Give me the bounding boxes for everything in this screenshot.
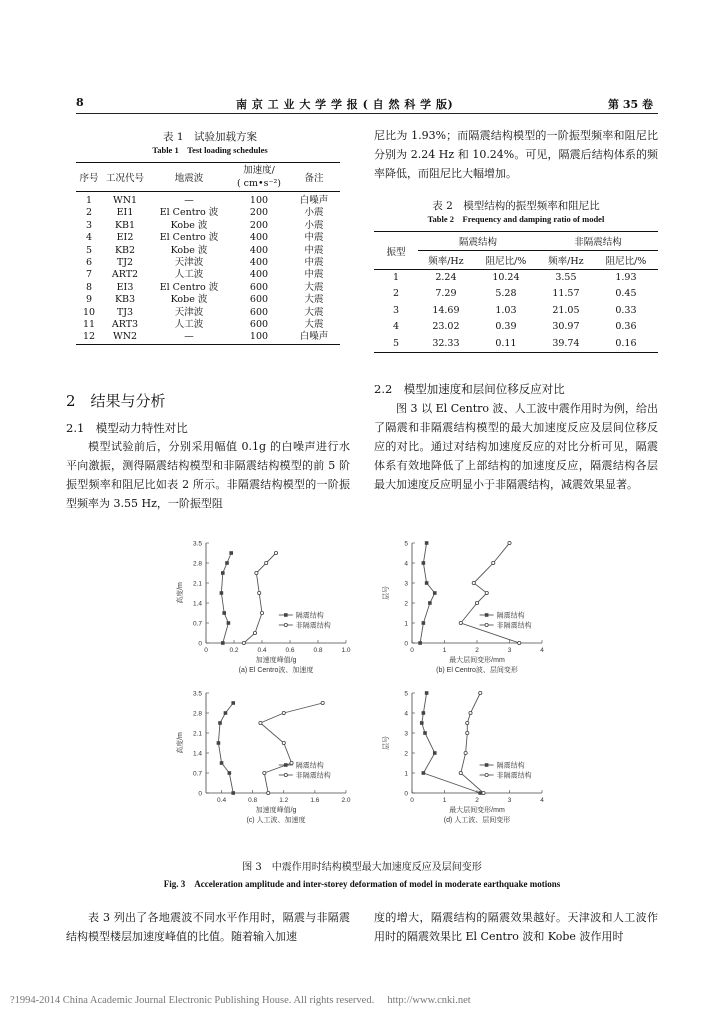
t1-cell: 600	[249, 281, 269, 293]
t2-cell: 0.36	[615, 321, 637, 333]
table1	[76, 162, 340, 345]
series-nonisolated-line	[260, 703, 322, 793]
t2-cell: 10.24	[492, 272, 520, 283]
point-isolated	[227, 621, 231, 625]
point-nonisolated	[258, 591, 261, 594]
point-isolated	[422, 561, 426, 565]
t1-cell: 中震	[304, 257, 324, 269]
t1-cell: 大震	[304, 294, 324, 306]
point-isolated	[220, 761, 224, 765]
y-tick-label: 1.4	[192, 750, 202, 758]
x-tick-label: 4	[540, 797, 544, 804]
point-nonisolated	[508, 541, 511, 544]
point-nonisolated	[479, 691, 482, 694]
t2-cell: 3	[392, 304, 400, 316]
x-tick-label: 1	[442, 647, 447, 654]
legend-label-isolated: 隔震结构	[496, 762, 525, 770]
y-tick-label: 1.4	[192, 600, 202, 608]
t2-cell: 1.93	[615, 272, 637, 283]
t2-row	[374, 336, 658, 353]
table2	[374, 231, 658, 353]
t2-h-iso: 隔震结构	[418, 232, 538, 251]
table2-title-en: Table 2 Frequency and damping ratio of model	[427, 214, 605, 224]
t1-cell: KB2	[114, 244, 136, 256]
t1-row	[76, 307, 340, 319]
point-nonisolated	[259, 721, 262, 724]
x-tick-label: 0	[410, 797, 414, 804]
point-nonisolated	[282, 711, 285, 714]
point-isolated	[425, 691, 429, 695]
t1-h-note: 备注	[304, 173, 324, 184]
t1-row	[76, 220, 340, 232]
x-tick-label: 3	[507, 647, 512, 654]
t1-h-no: 序号	[79, 173, 99, 184]
t1-h-acc-2: ( cm•s⁻²)	[236, 178, 282, 189]
y-tick-label: 3.5	[192, 540, 202, 548]
t2-h-damp2: 阻尼比/%	[605, 256, 647, 267]
point-isolated	[422, 771, 426, 775]
page-number: 8	[76, 96, 84, 109]
subfigure-caption: (b) El Centro波、层间变形	[436, 667, 518, 674]
series-nonisolated-line	[244, 553, 276, 643]
x-tick-label: 1.2	[279, 797, 289, 804]
x-tick-label: 0.8	[248, 797, 258, 804]
point-isolated	[217, 741, 221, 745]
t1-row	[76, 269, 340, 281]
point-isolated	[225, 561, 229, 565]
t1-row	[76, 245, 340, 257]
point-isolated	[229, 551, 233, 555]
legend-label-nonisolated: 非隔震结构	[496, 772, 532, 780]
point-nonisolated	[265, 561, 268, 564]
table1-title-en: Table 1 Test loading schedules	[152, 145, 268, 155]
t1-cell: ART3	[111, 319, 139, 331]
series-isolated-line	[420, 543, 435, 643]
legend-marker-isolated	[284, 763, 288, 767]
t1-cell: Kobe 波	[170, 294, 208, 306]
t1-h-code: 工况代号	[105, 173, 144, 184]
t1-cell: EI2	[116, 232, 134, 244]
t1-cell: TJ3	[116, 306, 134, 318]
t1-row	[76, 192, 340, 208]
point-isolated	[423, 731, 427, 735]
t1-h-acc	[230, 163, 288, 192]
point-isolated	[231, 791, 235, 795]
y-axis-label: 层号	[383, 586, 390, 600]
y-axis-label: 层号	[383, 736, 390, 750]
t1-row	[76, 331, 340, 344]
legend-label-isolated: 隔震结构	[496, 612, 525, 620]
x-tick-label: 1.6	[310, 797, 320, 804]
y-tick-label: 5	[404, 540, 408, 548]
point-isolated	[422, 621, 426, 625]
subfigure-caption: (a) El Centro波、加速度	[238, 667, 314, 674]
series-isolated-line	[422, 693, 481, 793]
t2-h-freq2: 频率/Hz	[548, 256, 584, 267]
t1-cell: —	[184, 331, 194, 343]
point-nonisolated	[466, 721, 469, 724]
t1-h-acc-1: 加速度/	[243, 165, 275, 176]
y-tick-label: 2.1	[192, 730, 202, 738]
t1-cell: 大震	[304, 306, 324, 318]
x-axis-label: 最大层间变形/mm	[449, 657, 505, 664]
t1-cell: 天津波	[174, 306, 204, 318]
y-tick-label: 3.5	[192, 690, 202, 698]
t2-cell: 11.57	[552, 288, 580, 300]
y-axis-label: 高度/m	[177, 582, 184, 604]
point-nonisolated	[459, 771, 462, 774]
t1-cell: 天津波	[174, 257, 204, 269]
point-nonisolated	[464, 751, 467, 754]
t2-h-mode: 振型	[374, 232, 418, 270]
legend-marker-isolated	[485, 763, 489, 767]
t2-row	[374, 270, 658, 287]
x-tick-label: 0.6	[285, 647, 295, 654]
volume: 第 35 卷	[608, 98, 653, 111]
y-tick-label: 4	[404, 710, 408, 718]
y-tick-label: 0	[198, 790, 202, 798]
y-axis-label: 高度/m	[177, 732, 184, 754]
t1-row	[76, 257, 340, 269]
t2-cell: 0.16	[615, 337, 637, 349]
point-isolated	[418, 641, 422, 645]
point-isolated	[428, 601, 432, 605]
t1-cell: 6	[85, 257, 93, 269]
legend-label-nonisolated: 非隔震结构	[295, 772, 331, 780]
legend-marker-nonisolated	[485, 623, 488, 626]
t2-cell: 14.69	[432, 304, 460, 316]
y-tick-label: 0	[404, 790, 408, 798]
x-tick-label: 2	[475, 797, 479, 804]
copyright-footer: ?1994-2014 China Academic Journal Electronic Publishing House. All rights reserved. http://www.cnki.net	[10, 995, 471, 1006]
t1-cell: 400	[249, 232, 269, 244]
t2-cell: 1	[392, 272, 400, 283]
series-nonisolated-line	[461, 693, 484, 793]
t1-cell: Kobe 波	[170, 219, 208, 231]
t1-cell: EI1	[116, 207, 134, 219]
t1-cell: 100	[249, 331, 269, 343]
point-nonisolated	[321, 701, 324, 704]
t2-row	[374, 319, 658, 335]
t2-cell: 3.55	[555, 272, 577, 283]
legend-label-nonisolated: 非隔震结构	[496, 622, 532, 630]
section-2-1-heading: 2.1 模型动力特性对比	[66, 421, 188, 435]
t2-row	[374, 286, 658, 302]
header-rule	[76, 113, 658, 114]
t1-cell: WN2	[112, 331, 138, 343]
table2-block	[374, 199, 658, 353]
t1-cell: 大震	[304, 281, 324, 293]
t1-cell: El Centro 波	[159, 207, 219, 219]
point-nonisolated	[472, 581, 475, 584]
point-nonisolated	[485, 591, 488, 594]
t1-cell: 中震	[304, 232, 324, 244]
t1-cell: 中震	[304, 244, 324, 256]
series-isolated-line	[218, 703, 233, 793]
t1-cell: 200	[249, 219, 269, 231]
point-nonisolated	[260, 611, 263, 614]
journal-title: 南 京 工 业 大 学 学 报 ( 自 然 科 学 版)	[236, 98, 454, 111]
y-tick-label: 4	[404, 560, 408, 568]
t2-cell: 39.74	[552, 337, 580, 349]
x-tick-label: 2.0	[341, 797, 351, 804]
legend-marker-isolated	[284, 613, 288, 617]
section-2-1-paragraph: 模型试验前后，分别采用幅值 0.1g 的白噪声进行水平向激振，测得隔震结构模型和非隔震结构模型的前 5 阶振型频率和阻尼比如表 2 所示。非隔震结构模型的一阶振型频率为 3.55 Hz，一阶振型阻	[66, 440, 350, 510]
x-tick-label: 2	[475, 647, 479, 654]
t1-cell: 小震	[304, 207, 324, 219]
point-isolated	[425, 581, 429, 585]
y-tick-label: 2.8	[192, 560, 202, 568]
y-tick-label: 2	[404, 750, 408, 758]
point-isolated	[222, 611, 226, 615]
point-nonisolated	[475, 601, 478, 604]
y-tick-label: 5	[404, 690, 408, 698]
t1-cell: 600	[249, 294, 269, 306]
point-isolated	[433, 591, 437, 595]
t1-cell: 大震	[304, 319, 324, 331]
point-nonisolated	[267, 791, 270, 794]
t2-cell: 2	[392, 288, 400, 300]
t1-cell: 白噪声	[299, 331, 329, 343]
point-isolated	[218, 721, 222, 725]
point-isolated	[221, 571, 225, 575]
point-nonisolated	[518, 641, 521, 644]
point-nonisolated	[253, 631, 256, 634]
t1-cell: 人工波	[174, 319, 204, 331]
x-tick-label: 0	[204, 647, 208, 654]
point-isolated	[220, 591, 224, 595]
figure-caption-en: Fig. 3 Acceleration amplitude and inter-storey deformation of model in moderate earthquake motions	[163, 879, 561, 889]
t1-cell: El Centro 波	[159, 281, 219, 293]
point-nonisolated	[482, 791, 485, 794]
t1-cell: 中震	[304, 269, 324, 281]
t1-cell: 8	[85, 281, 93, 293]
point-nonisolated	[274, 551, 277, 554]
y-tick-label: 1	[404, 770, 408, 778]
y-tick-label: 2.8	[192, 710, 202, 718]
t1-cell: WN1	[112, 195, 138, 206]
t2-cell: 5	[392, 337, 400, 349]
subfigure-caption: (c) 人工波、加速度	[246, 817, 306, 824]
t1-cell: 3	[85, 219, 93, 231]
t2-h-non: 非隔震结构	[538, 232, 658, 251]
bottom-left-paragraph: 表 3 列出了各地震波不同水平作用时，隔震与非隔震结构模型楼层加速度峰值的比值。随着输入加速	[66, 911, 350, 943]
x-tick-label: 4	[540, 647, 544, 654]
legend-marker-nonisolated	[485, 773, 488, 776]
t2-cell: 0.33	[615, 304, 637, 316]
x-axis-label: 加速度峰值/g	[255, 657, 297, 664]
section-2-2-heading: 2.2 模型加速度和层间位移反应对比	[374, 382, 565, 396]
t1-cell: 600	[249, 306, 269, 318]
bottom-right-paragraph: 度的增大，隔震结构的隔震效果越好。天津波和人工波作用时的隔震效果比 El Centro 波和 Kobe 波作用时	[374, 911, 658, 943]
t2-cell: 0.11	[495, 337, 517, 349]
t1-cell: ART2	[111, 269, 139, 281]
t1-cell: 2	[85, 207, 93, 219]
t1-cell: 5	[85, 244, 93, 256]
t1-cell: 小震	[304, 219, 324, 231]
point-nonisolated	[263, 771, 266, 774]
legend-label-isolated: 隔震结构	[295, 762, 324, 770]
section-2-heading: 2 结果与分析	[66, 392, 166, 410]
t1-row	[76, 294, 340, 306]
t1-cell: 4	[85, 232, 93, 244]
t1-cell: 10	[82, 306, 96, 318]
t2-cell: 0.39	[495, 321, 517, 333]
y-tick-label: 2.1	[192, 580, 202, 588]
t1-cell: 11	[82, 319, 96, 331]
x-tick-label: 0.4	[217, 797, 227, 804]
x-axis-label: 加速度峰值/g	[255, 807, 297, 814]
t2-cell: 32.33	[432, 337, 460, 349]
t1-cell: EI3	[116, 281, 134, 293]
t1-cell: TJ2	[116, 257, 134, 269]
table2-title: 表 2 模型结构的振型频率和阻尼比	[432, 200, 600, 212]
t2-cell: 30.97	[552, 321, 580, 333]
point-isolated	[221, 641, 225, 645]
t1-cell: 100	[249, 195, 269, 206]
y-tick-label: 0.7	[192, 620, 202, 628]
x-tick-label: 0	[410, 647, 414, 654]
t2-cell: 23.02	[432, 321, 460, 333]
t1-cell: KB3	[114, 294, 136, 306]
t1-cell: KB1	[114, 219, 136, 231]
t2-cell: 7.29	[435, 288, 457, 300]
t2-cell: 5.28	[495, 288, 517, 300]
point-isolated	[224, 711, 228, 715]
point-nonisolated	[492, 561, 495, 564]
y-tick-label: 0	[198, 640, 202, 648]
table1-block	[76, 130, 344, 345]
point-isolated	[433, 751, 437, 755]
point-isolated	[231, 701, 235, 705]
t1-cell: 400	[249, 269, 269, 281]
point-nonisolated	[282, 741, 285, 744]
t1-cell: 人工波	[174, 269, 204, 281]
legend-label-nonisolated: 非隔震结构	[295, 622, 331, 630]
t1-row	[76, 319, 340, 331]
t1-cell: 7	[85, 269, 93, 281]
t1-cell: El Centro 波	[159, 232, 219, 244]
y-tick-label: 3	[404, 580, 408, 588]
x-tick-label: 0.4	[257, 647, 267, 654]
t1-cell: 400	[249, 244, 269, 256]
point-nonisolated	[466, 731, 469, 734]
t1-cell: 1	[85, 195, 93, 206]
point-nonisolated	[459, 621, 462, 624]
point-nonisolated	[290, 761, 293, 764]
y-tick-label: 2	[404, 600, 408, 608]
y-tick-label: 1	[404, 620, 408, 628]
section-2-2-paragraph: 图 3 以 El Centro 波、人工波中震作用时为例，给出了隔震和非隔震结构模型的最大加速度反应及层间位移反应的对比。通过对结构加速度反应的对比分析可见，隔震体系有效地降低了上部结构的加速度反应，隔震结构各层最大加速度反应明显小于非隔震结构，减震效果显著。	[374, 402, 658, 491]
t1-cell: 12	[82, 331, 96, 343]
figure-3	[150, 533, 580, 853]
right-top-paragraph: 尼比为 1.93%；而隔震结构模型的一阶振型频率和阻尼比分别为 2.24 Hz 和 10.24%。可见，隔震后结构体系的频率降低，而阻尼比大幅增加。	[374, 129, 658, 180]
legend-marker-nonisolated	[284, 623, 287, 626]
t2-cell: 21.05	[552, 304, 580, 316]
y-tick-label: 0.7	[192, 770, 202, 778]
figure-caption: 图 3 中震作用时结构模型最大加速度反应及层间变形	[242, 862, 482, 873]
t1-h-wave: 地震波	[174, 173, 204, 184]
t2-cell: 1.03	[495, 304, 517, 316]
point-nonisolated	[469, 711, 472, 714]
t1-row	[76, 282, 340, 294]
t1-cell: 白噪声	[299, 195, 329, 206]
x-tick-label: 1.0	[341, 647, 351, 654]
point-isolated	[228, 771, 232, 775]
table1-title: 表 1 试验加载方案	[162, 131, 258, 143]
t1-cell: 200	[249, 207, 269, 219]
point-isolated	[420, 721, 424, 725]
legend-marker-isolated	[485, 613, 489, 617]
legend-label-isolated: 隔震结构	[295, 612, 324, 620]
point-isolated	[422, 711, 426, 715]
x-tick-label: 1	[442, 797, 447, 804]
t1-row	[76, 232, 340, 244]
t2-row	[374, 303, 658, 319]
y-tick-label: 3	[404, 730, 408, 738]
t1-cell: 9	[85, 294, 93, 306]
x-tick-label: 3	[507, 797, 512, 804]
t1-cell: —	[184, 195, 194, 206]
t2-cell: 4	[392, 321, 400, 333]
legend-marker-nonisolated	[284, 773, 287, 776]
point-nonisolated	[242, 641, 245, 644]
t2-cell: 0.45	[615, 288, 637, 300]
subfigure-caption: (d) 人工波、层间变形	[443, 817, 511, 824]
t1-cell: Kobe 波	[170, 244, 208, 256]
t2-h-damp1: 阻尼比/%	[485, 256, 527, 267]
x-axis-label: 最大层间变形/mm	[449, 807, 505, 814]
t1-cell: 400	[249, 257, 269, 269]
series-isolated-line	[221, 553, 231, 643]
point-nonisolated	[255, 571, 258, 574]
t2-h-freq1: 频率/Hz	[428, 256, 464, 267]
t2-cell: 2.24	[435, 272, 457, 283]
x-tick-label: 0.8	[313, 647, 323, 654]
t1-row	[76, 207, 340, 219]
x-tick-label: 0.2	[229, 647, 239, 654]
y-tick-label: 0	[404, 640, 408, 648]
t1-cell: 600	[249, 319, 269, 331]
point-isolated	[425, 541, 429, 545]
